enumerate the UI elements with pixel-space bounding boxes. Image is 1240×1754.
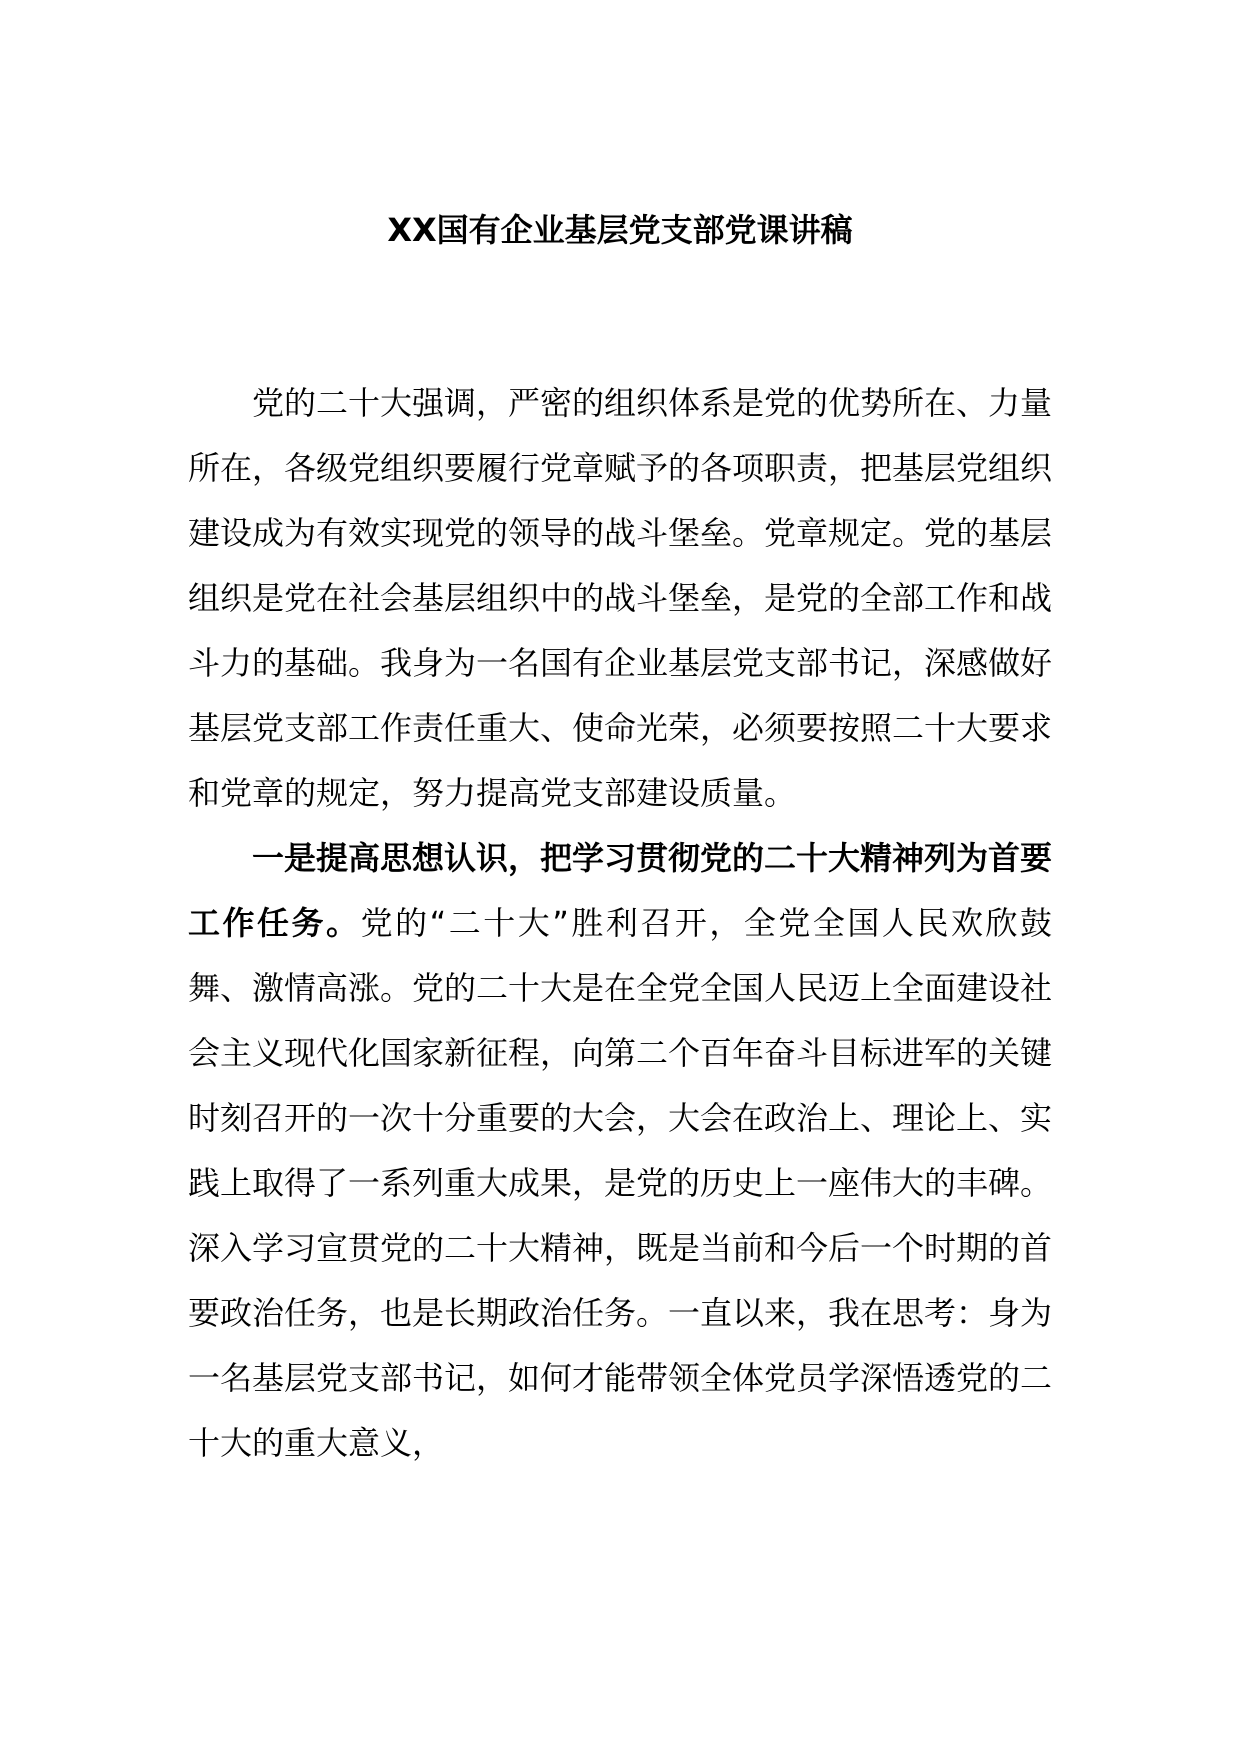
paragraph-intro: 党的二十大强调，严密的组织体系是党的优势所在、力量所在，各级党组织要履行党章赋予的各项职责，把基层党组织建设成为有效实现党的领导的战斗堡垒。党章规定。党的基层组织是党在社会基层组织中的战斗堡垒，是党的全部工作和战斗力的基础。我身为一名国有企业基层党支部书记，深感做好基层党支部工作责任重大、使命光荣，必须要按照二十大要求和党章的规定，努力提高党支部建设质量。 xyxy=(188,384,1053,812)
paragraph-point-one-text: 党的“二十大”胜利召开，全党全国人民欢欣鼓舞、激情高涨。党的二十大是在全党全国人民迈上全面建设社会主义现代化国家新征程，向第二个百年奋斗目标进军的关键时刻召开的一次十分重要的大会，大会在政治上、理论上、实践上取得了一系列重大成果，是党的历史上一座伟大的丰碑。深入学习宣贯党的二十大精神，既是当前和今后一个时期的首要政治任务，也是长期政治任务。一直以来，我在思考：身为一名基层党支部书记，如何才能带领全体党员学深悟透党的二十大的重大意义， xyxy=(188,904,1053,1462)
document-body xyxy=(188,371,1052,1476)
document-title: XX国有企业基层党支部党课讲稿 xyxy=(387,211,853,249)
paragraph-point-one xyxy=(188,826,1052,1476)
paragraph-lead-heading: 一是提高思想认识，把学习贯彻党的二十大精神列为首要工作任务。 xyxy=(188,839,1053,942)
